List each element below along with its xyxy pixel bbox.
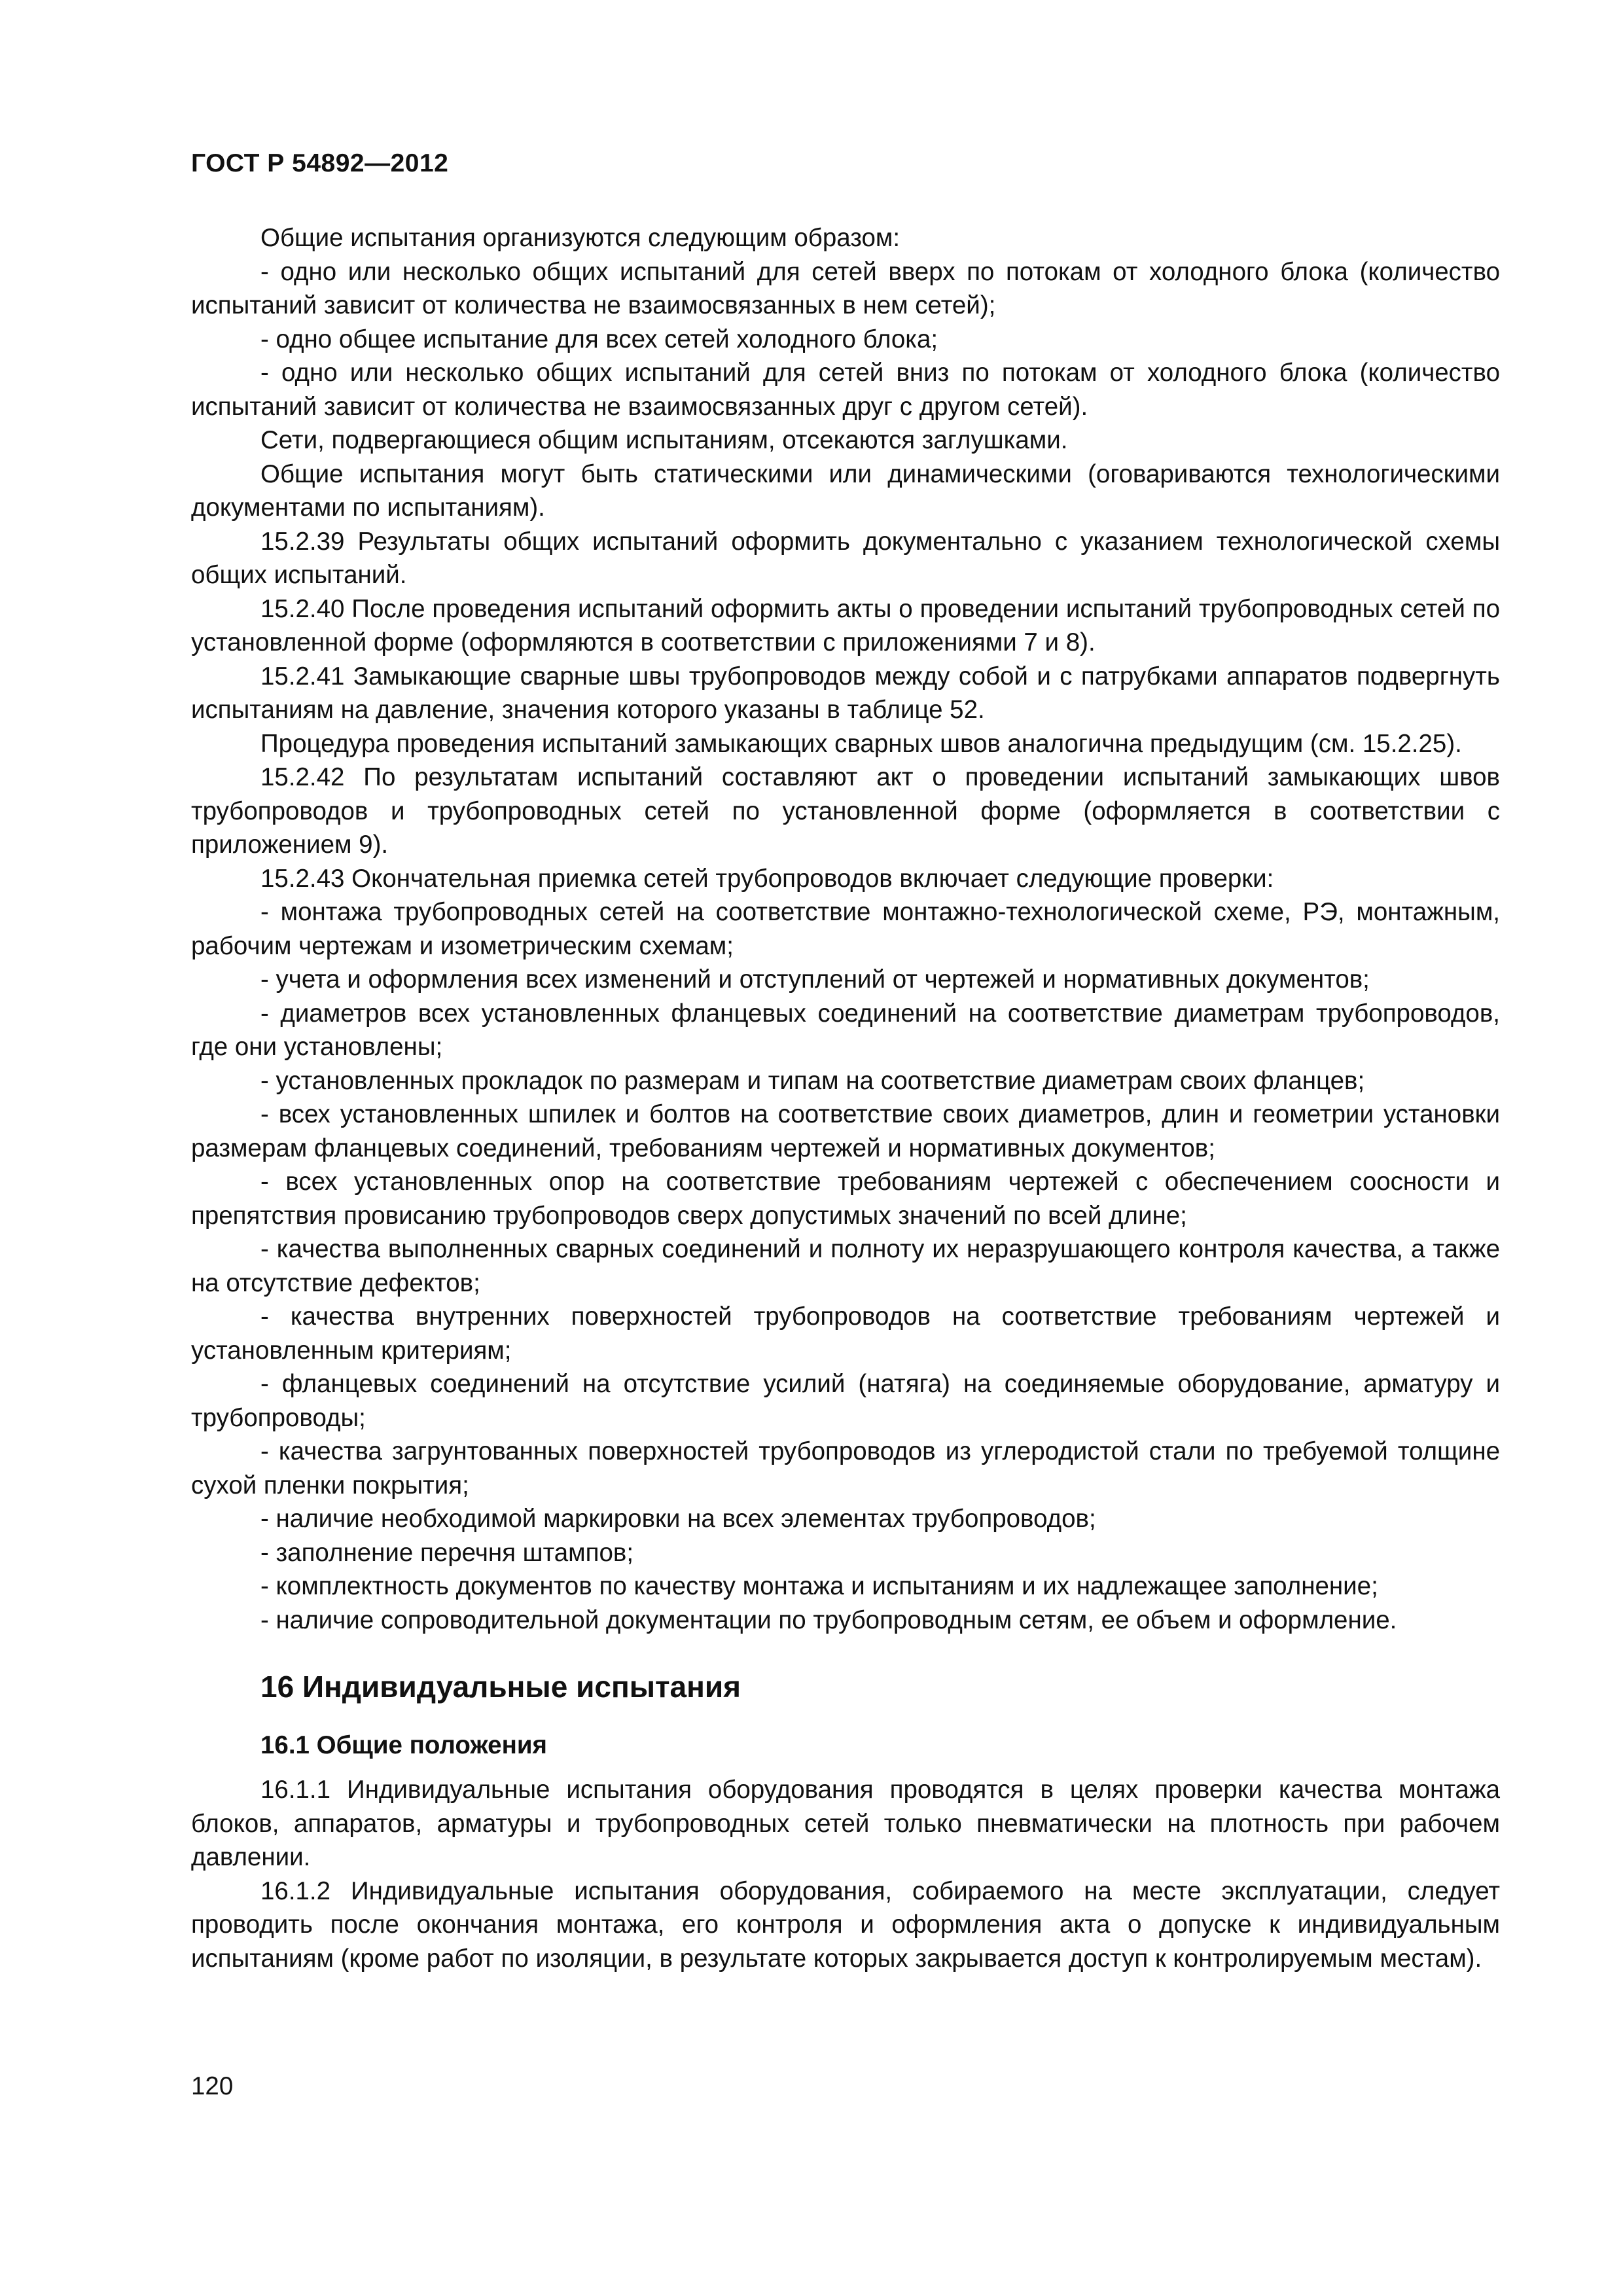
paragraph: Сети, подвергающиеся общим испытаниям, отсекаются заглушками. (260, 426, 1068, 454)
clause-16-1-2: 16.1.2 Индивидуальные испытания оборудования, собираемого на месте эксплуатации, следует проводить после окончания монтажа, его контроля и оформления акта о допуске к индивидуальным испытаниям (кроме работ по изоляции, в результате которых закрывается доступ к контролируемым местам). (191, 1876, 1500, 1973)
clause-15-2-41: 15.2.41 Замыкающие сварные швы трубопроводов между собой и с патрубками аппаратов подвергнуть испытаниям на давление, значения которого указаны в таблице 52. (191, 662, 1500, 724)
list-item: - установленных прокладок по размерам и типам на соответствие диаметрам своих фланцев; (260, 1066, 1365, 1095)
list-item: - монтажа трубопроводных сетей на соответствие монтажно-технологической схеме, РЭ, монтажным, рабочим чертежам и изометрическим схемам; (191, 898, 1500, 960)
list-item: - всех установленных опор на соответствие требованиям чертежей с обеспечением соосности и препятствия провисанию трубопроводов сверх допустимых значений по всей длине; (191, 1168, 1500, 1230)
list-item: - качества внутренних поверхностей трубопроводов на соответствие требованиям чертежей и установленным критериям; (191, 1302, 1500, 1365)
list-item: - наличие сопроводительной документации по трубопроводным сетям, ее объем и оформление. (260, 1605, 1397, 1634)
list-item: - диаметров всех установленных фланцевых соединений на соответствие диаметрам трубопроводов, где они установлены; (191, 999, 1500, 1061)
list-item: - качества загрунтованных поверхностей трубопроводов из углеродистой стали по требуемой толщине сухой пленки покрытия; (191, 1437, 1500, 1499)
list-item: - одно или несколько общих испытаний для сетей вверх по потокам от холодного блока (количество испытаний зависит от количества не взаимосвязанных в нем сетей); (191, 257, 1500, 319)
clause-15-2-42: 15.2.42 По результатам испытаний составляют акт о проведении испытаний замыкающих швов трубопроводов и трубопроводных сетей по установленной форме (оформляется в соответствии с приложением 9). (191, 763, 1500, 859)
clause-16-1-1: 16.1.1 Индивидуальные испытания оборудования проводятся в целях проверки качества монтажа блоков, аппаратов, арматуры и трубопроводных сетей только пневматически на плотность при рабочем давлении. (191, 1776, 1500, 1871)
list-item: - одно общее испытание для всех сетей холодного блока; (260, 325, 938, 353)
clause-15-2-39: 15.2.39 Результаты общих испытаний оформить документально с указанием технологической схемы общих испытаний. (191, 527, 1500, 589)
clause-15-2-43: 15.2.43 Окончательная приемка сетей трубопроводов включает следующие проверки: (260, 864, 1274, 893)
document-body (191, 221, 1500, 1975)
list-item: - наличие необходимой маркировки на всех элементах трубопроводов; (260, 1505, 1096, 1533)
list-item: - комплектность документов по качеству монтажа и испытаниям и их надлежащее заполнение; (260, 1572, 1378, 1600)
list-item: - одно или несколько общих испытаний для сетей вниз по потокам от холодного блока (количество испытаний зависит от количества не взаимосвязанных друг с другом сетей). (191, 359, 1500, 421)
subsection-heading: 16.1 Общие положения (260, 1731, 547, 1759)
paragraph: Общие испытания организуются следующим образом: (260, 224, 901, 252)
list-item: - фланцевых соединений на отсутствие усилий (натяга) на соединяемые оборудование, арматуру и трубопроводы; (191, 1370, 1500, 1432)
paragraph: Общие испытания могут быть статическими или динамическими (оговариваются технологическими документами по испытаниям). (191, 459, 1500, 522)
list-item: - качества выполненных сварных соединений и полноту их неразрушающего контроля качества, а также на отсутствие дефектов; (191, 1235, 1500, 1297)
list-item: - всех установленных шпилек и болтов на соответствие своих диаметров, длин и геометрии установки размерам фланцевых соединений, требованиям чертежей и нормативных документов; (191, 1100, 1500, 1162)
clause-15-2-40: 15.2.40 После проведения испытаний оформить акты о проведении испытаний трубопроводных сетей по установленной форме (оформляются в соответствии с приложениями 7 и 8). (191, 594, 1500, 656)
page-number: 120 (191, 2072, 234, 2100)
list-item: - заполнение перечня штампов; (260, 1538, 634, 1567)
list-item: - учета и оформления всех изменений и отступлений от чертежей и нормативных документов; (260, 965, 1370, 994)
section-heading: 16 Индивидуальные испытания (260, 1670, 741, 1704)
document-code-header: ГОСТ Р 54892—2012 (191, 149, 449, 177)
paragraph: Процедура проведения испытаний замыкающих сварных швов аналогична предыдущим (см. 15.2.25). (260, 729, 1462, 758)
